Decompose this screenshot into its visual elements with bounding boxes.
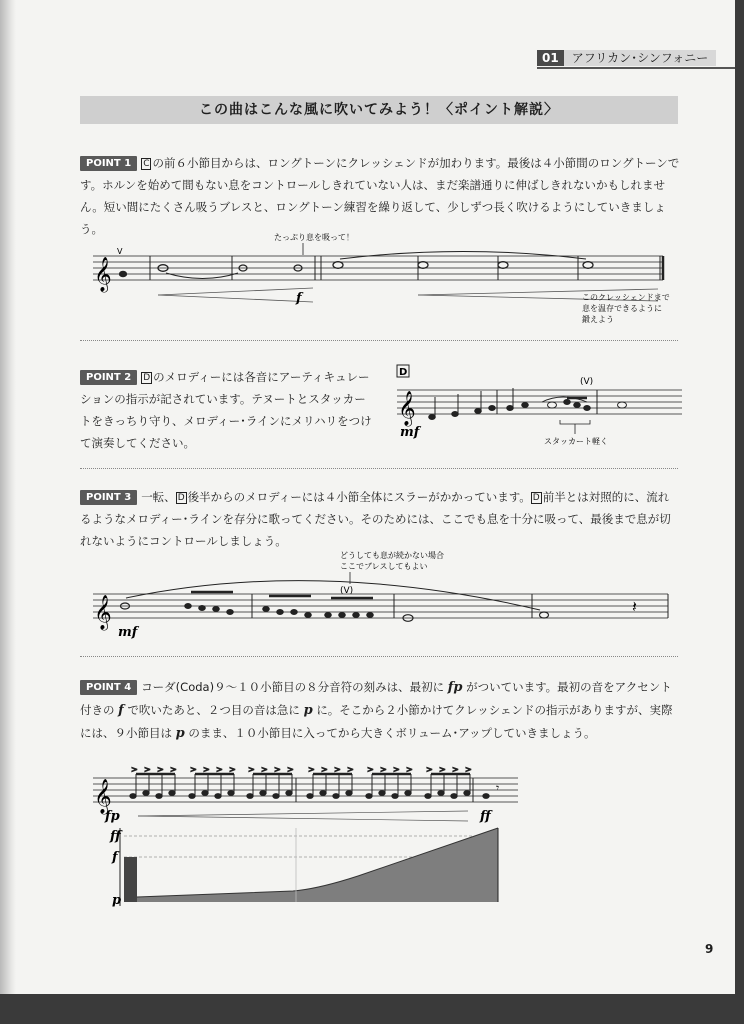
eighth-note (247, 794, 253, 799)
rehearsal-mark-d: D (143, 373, 151, 383)
treble-clef: 𝄞 (94, 257, 112, 292)
dynamic-f-inline: f (118, 703, 124, 718)
eighth-note (260, 791, 266, 796)
rehearsal-letter-d: D (399, 367, 408, 378)
eighth-note (228, 791, 234, 796)
point-4-body-c: で吹いたあと、２つ目の音は急に (127, 703, 300, 717)
eighth-note (438, 791, 444, 796)
breath-mark-2: (V) (580, 377, 594, 387)
volume-label-p: p (112, 893, 122, 908)
accent-mark: > (347, 766, 354, 774)
accent-mark: > (287, 766, 294, 774)
eighth-note (451, 794, 457, 799)
accent-mark: > (157, 766, 164, 774)
dynamic-f-1: f (296, 291, 302, 306)
chapter-number: 01 (537, 50, 564, 66)
breath-mark-3: (V) (340, 586, 354, 596)
staff-lines-3 (93, 594, 668, 618)
volume-chart (109, 828, 498, 908)
eighth-note (189, 794, 195, 799)
point-3-body-c: 前半とは対照的に、流れるようなメロディー･ラインを存分に歌ってください。そのためには、ここでも息を十分に吸って、最後まで息が切れないようにコントロールしましょう。 (80, 490, 671, 548)
point-3-body-a: 一転、 (141, 490, 176, 504)
note-1-line2: 息を温存できるように (582, 304, 662, 313)
separator-2 (80, 468, 678, 469)
breath-annotation-1: たっぷり息を吸って！ (274, 233, 354, 242)
accent-mark: > (439, 766, 446, 774)
note-3-half-end (540, 612, 549, 618)
point-4-body-e: のまま、１０小節目に入ってから大きくボリューム･アップしていきましょう。 (188, 726, 596, 740)
breath-annotation-3-line2: ここでブレスしてもよい (340, 562, 428, 571)
rehearsal-mark-c: C (143, 159, 150, 169)
accent-mark: > (248, 766, 255, 774)
volume-label-ff: ff (110, 829, 121, 844)
volume-label-f: f (112, 850, 118, 865)
section-title: この曲はこんな風に吹いてみよう！〈ポイント解説〉 (80, 96, 678, 124)
book-binding-shadow (0, 0, 16, 994)
eighth-note (320, 791, 326, 796)
accent-mark: > (274, 766, 281, 774)
point-4-text (80, 676, 680, 745)
volume-attack-bar (124, 857, 137, 902)
eighth-note (286, 791, 292, 796)
accent-mark: > (380, 766, 387, 774)
dynamic-ff: ff (480, 809, 491, 824)
accent-mark: > (426, 766, 433, 774)
eighth-note (130, 794, 136, 799)
point-3-body-b: 後半からのメロディーには４小節全体にスラーがかかっています。 (187, 490, 531, 504)
breath-annotation-3-line1: どうしても息が続かない場合 (340, 551, 444, 560)
music-example-1 (88, 226, 688, 336)
eighth-note (307, 794, 313, 799)
eighth-note (156, 794, 162, 799)
chapter-title: アフリカン･シンフォニー (564, 50, 717, 66)
volume-area (137, 828, 498, 902)
separator-1 (80, 340, 678, 341)
music-example-4 (88, 766, 558, 914)
eighth-note (366, 794, 372, 799)
accent-mark: > (308, 766, 315, 774)
accent-mark: > (367, 766, 374, 774)
accent-mark: > (321, 766, 328, 774)
header-rule (537, 67, 735, 69)
accent-mark: > (190, 766, 197, 774)
point-4-badge: POINT 4 (80, 680, 137, 695)
eighth-note (392, 794, 398, 799)
dynamic-mf-2: mf (400, 425, 420, 440)
dynamic-p-inline: p (303, 703, 313, 718)
music-example-3 (88, 548, 688, 648)
music-example-2 (392, 362, 692, 454)
accent-mark: > (452, 766, 459, 774)
eighth-note (346, 791, 352, 796)
point-3-text (80, 486, 680, 552)
treble-clef-4: 𝄞 (94, 779, 112, 814)
final-note (483, 794, 489, 799)
staff-lines-2 (397, 390, 682, 414)
slurs-1 (166, 252, 586, 279)
accent-mark: > (170, 766, 177, 774)
accent-mark: > (261, 766, 268, 774)
dynamic-fp: fp (105, 809, 120, 824)
chapter-header (537, 49, 716, 67)
accent-mark: > (229, 766, 236, 774)
eighth-rest: 𝄾 (496, 781, 500, 795)
point-1-badge: POINT 1 (80, 156, 137, 171)
crescendo-hairpin-4 (138, 811, 468, 821)
eighth-note (169, 791, 175, 796)
point-4-body-a: コーダ(Coda)９～１０小節目の８分音符の刻みは、最初に (141, 680, 445, 694)
point-2-text (80, 366, 372, 454)
staccato-bracket (560, 420, 590, 424)
eighth-note (425, 794, 431, 799)
quarter-rest: 𝄽 (632, 597, 637, 616)
treble-clef-3: 𝄞 (94, 595, 112, 630)
point-1-body: の前６小節目からは、ロングトーンにクレッシェンドが加わります。最後は４小節間のロングトーンです。ホルンを始めて間もない息をコントロールしきれていない人は、まだ楽譜通りに伸ばしきれないかもしれません。短い間にたくさん吸うブレスと、ロングトーン練習を繰り返して、少しずつ長く吹けるようにしていきましょう。 (80, 156, 680, 236)
point-2-body: のメロディーには各音にアーティキュレーションの指示が記されています。テヌートとスタッカートをきっちり守り、メロディー･ラインにメリハリをつけて演奏してください。 (80, 370, 372, 450)
treble-clef-2: 𝄞 (398, 391, 416, 426)
rehearsal-mark-d: D (177, 493, 185, 503)
eighth-note (405, 791, 411, 796)
point-3-badge: POINT 3 (80, 490, 137, 505)
point-4-body-d: に。そこから２小節かけてクレッシェンドの指示がありますが、実際には、９小節目は (80, 703, 673, 740)
eighth-note (379, 791, 385, 796)
eighth-note (273, 794, 279, 799)
accent-mark: > (465, 766, 472, 774)
point-4-body-b: がついています。最初の音をアクセント付きの (80, 680, 672, 717)
dynamic-fp-inline: fp (447, 680, 463, 695)
point-2-badge: POINT 2 (80, 370, 137, 385)
breath-mark-1: V (117, 247, 123, 256)
rehearsal-mark-d: D (532, 493, 540, 503)
eighth-note (143, 791, 149, 796)
accent-mark: > (334, 766, 341, 774)
eighth-note (215, 794, 221, 799)
dynamic-p-inline-2: p (175, 726, 185, 741)
accent-mark: > (393, 766, 400, 774)
note-1-line3: 鍛えよう (582, 315, 614, 324)
eighth-notes-4 (130, 766, 489, 798)
staccato-note: スタッカート軽く (544, 437, 608, 446)
accent-mark: > (406, 766, 413, 774)
accent-mark: > (203, 766, 210, 774)
eighth-note (202, 791, 208, 796)
separator-3 (80, 656, 678, 657)
eighth-note (333, 794, 339, 799)
note-1-line1: このクレッシェンドまで (582, 293, 670, 302)
accent-mark: > (216, 766, 223, 774)
accent-mark: > (144, 766, 151, 774)
page-number: 9 (705, 942, 714, 956)
eighth-note (464, 791, 470, 796)
dynamic-mf-3: mf (118, 625, 138, 640)
accent-mark: > (131, 766, 138, 774)
